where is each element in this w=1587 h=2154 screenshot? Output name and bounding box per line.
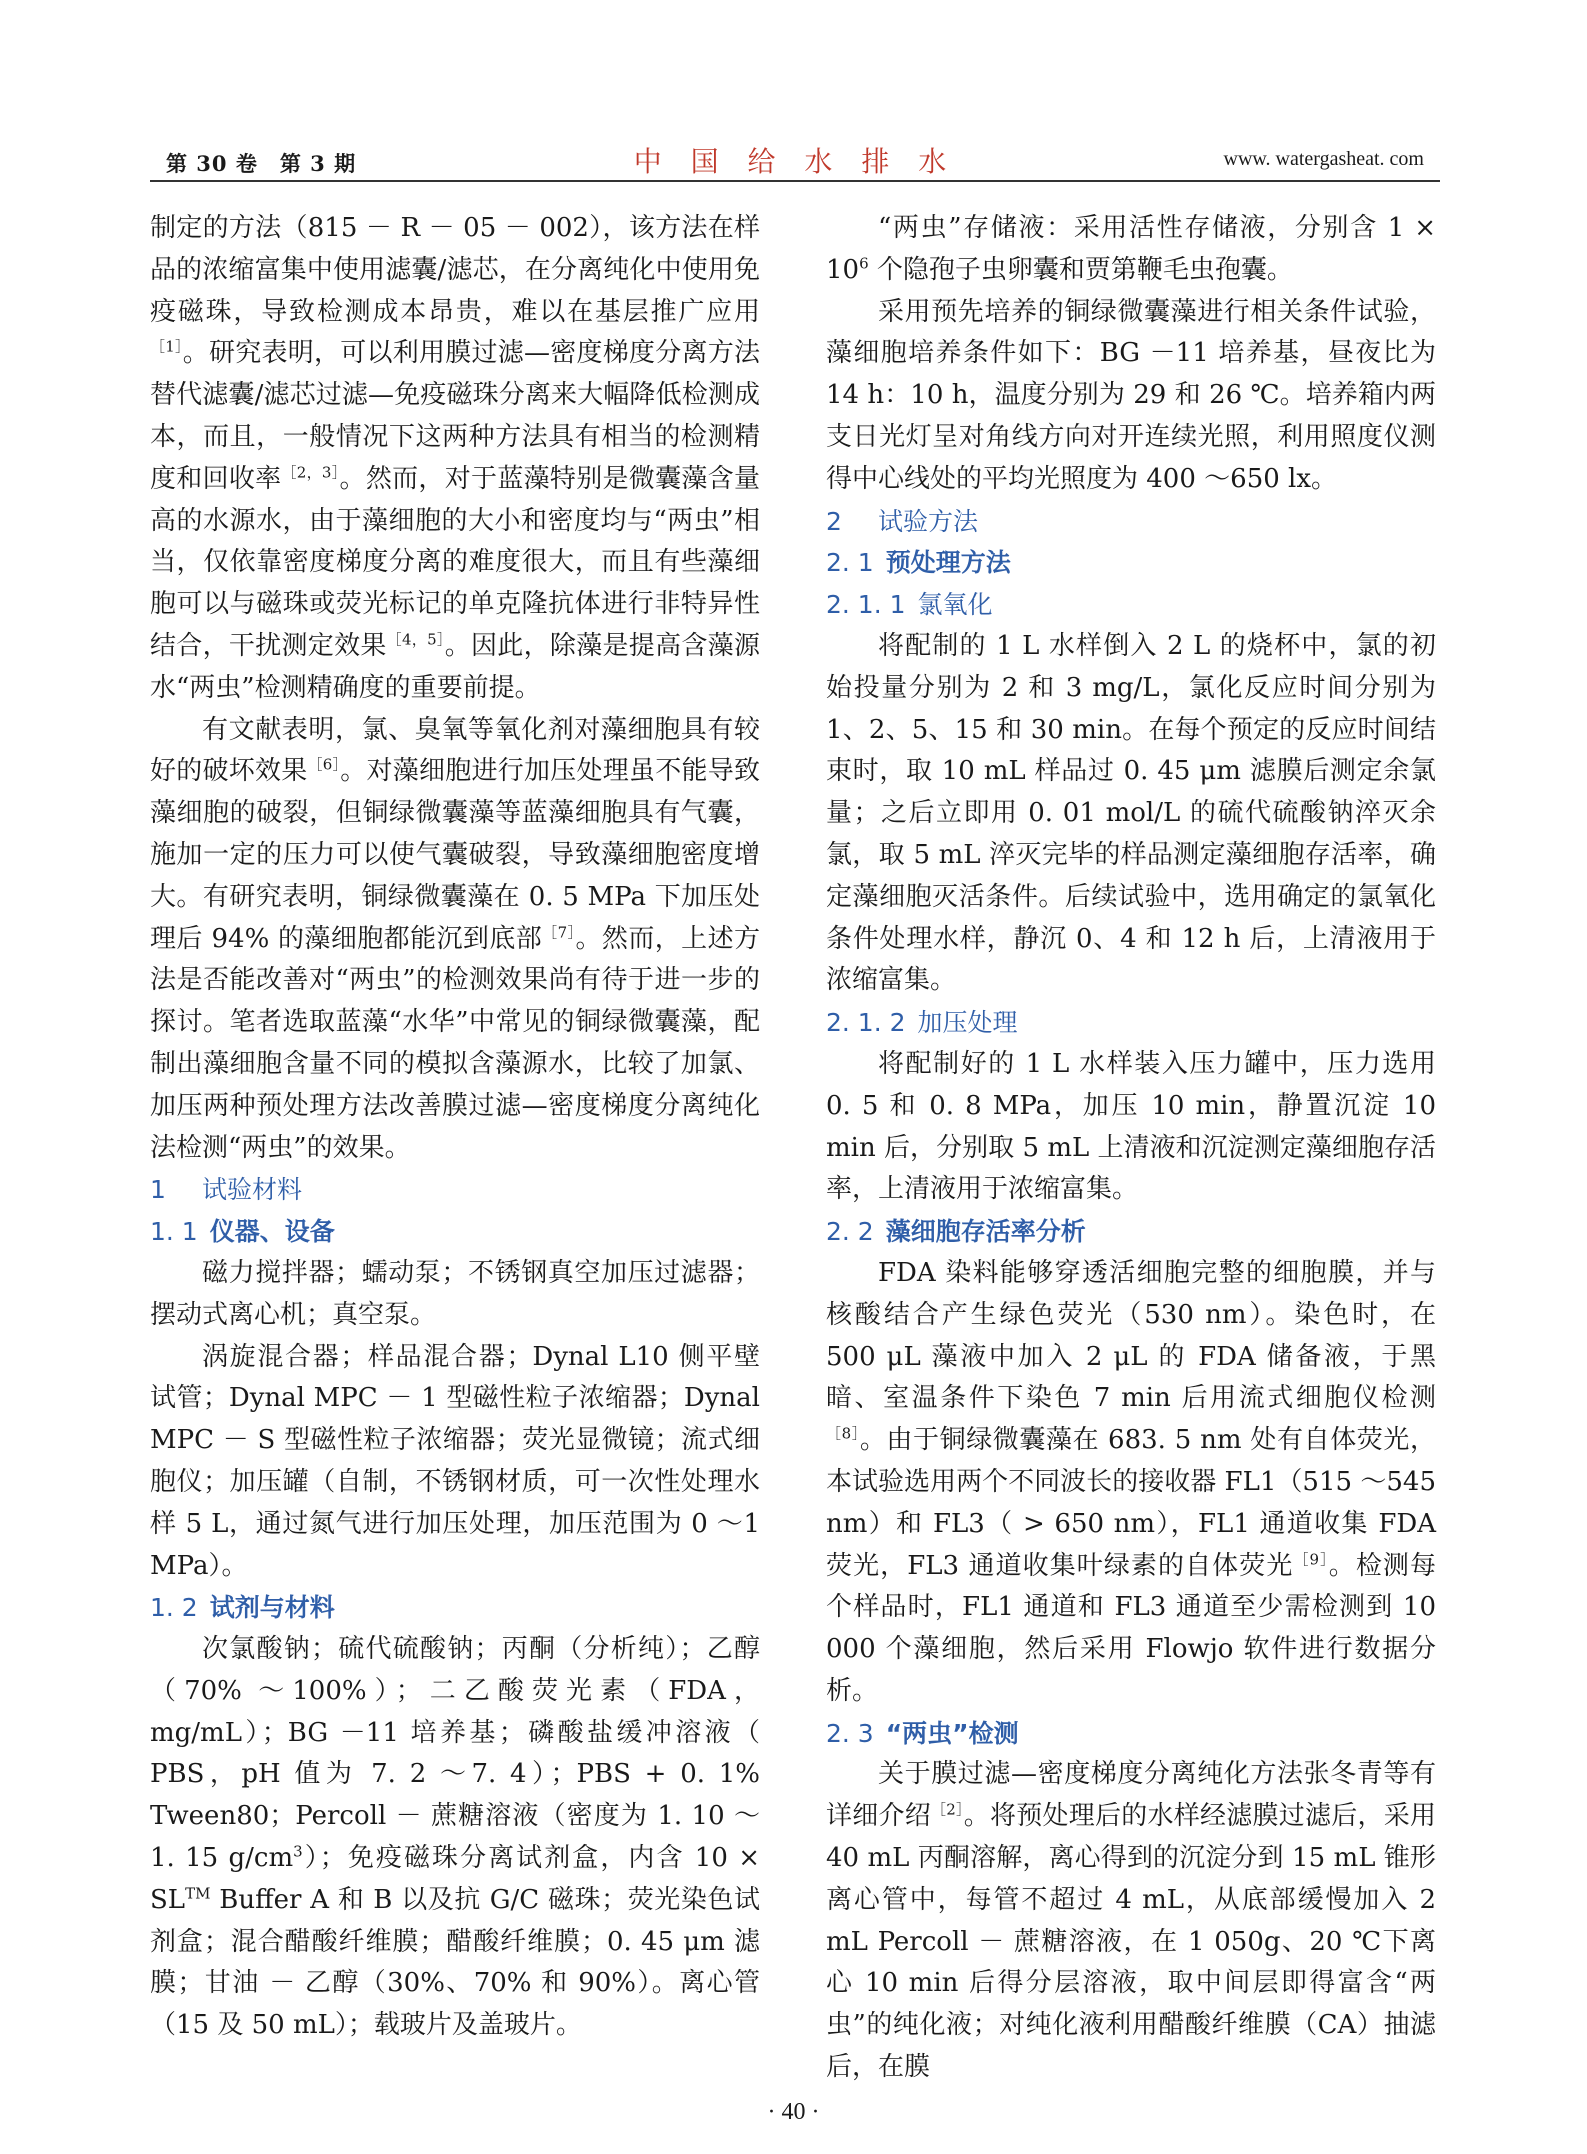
paragraph: 将配制好的 1 L 水样装入压力罐中，压力选用 0. 5 和 0. 8 MPa，加压 10 min，静置沉淀 10 min 后，分别取 5 mL 上清液和沉淀测定藻细胞存活率，上清液用于浓缩富集。 [826, 1048, 1436, 1205]
journal-website: www. watergasheat. com [1223, 148, 1424, 170]
subsection-heading: 2. 2 藻细胞存活率分析 [826, 1217, 1086, 1247]
subsubsection-heading: 2. 1. 1 氯氧化 [826, 590, 993, 620]
paragraph: 制定的方法（815 － R － 05 － 002），该方法在样品的浓缩富集中使用滤囊/滤芯，在分离纯化中使用免疫磁珠，导致检测成本昂贵，难以在基层推广应用$^{[1]}$。研究表明，可以利用膜过滤—密度梯度分离方法替代滤囊/滤芯过滤—免疫磁珠分离来大幅降低检测成本，而且，一般情况下这两种方法具有相当的检测精度和回收率$^{[2,3]}$。然而，对于蓝藻特别是微囊藻含量高的水源水，由于藻细胞的大小和密度均与“两虫”相当，仅依靠密度梯度分离的难度很大，而且有些藻细胞可以与磁珠或荧光标记的单克隆抗体进行非特异性结合，干扰测定效果$^{[4,5]}$。因此，除藻是提高含藻源水“两虫”检测精确度的重要前提。 [150, 213, 760, 703]
subsection-heading: 1. 2 试剂与材料 [150, 1593, 335, 1623]
subsection-heading: 2. 1 预处理方法 [826, 548, 1011, 578]
section-heading: 1 试验材料 [150, 1175, 303, 1205]
paragraph: FDA 染料能够穿透活细胞完整的细胞膜，并与核酸结合产生绿色荧光（530 nm）。染色时，在 500 μL 藻液中加入 2 μL 的 FDA 储备液，于黑暗、室温条件下染色 7 min 后用流式细胞仪检测$^{[8]}$。由于铜绿微囊藻在 683. 5 nm 处有自体荧光，本试验选用两个不同波长的接收器 FL1（515 ～545 nm）和 FL3（ > 650 nm），FL1 通道收集 FDA 荧光，FL3 通道收集叶绿素的自体荧光$^{[9]}$。检测每个样品时，FL1 通道和 FL3 通道至少需检测到 10 000 个藻细胞，然后采用 Flowjo 软件进行数据分析。 [826, 1257, 1436, 1706]
paragraph: 关于膜过滤—密度梯度分离纯化方法张冬青等有详细介绍$^{[2]}$。将预处理后的水样经滤膜过滤后，采用 40 mL 丙酮溶解，离心得到的沉淀分到 15 mL 锥形离心管中，每管不超过 4 mL，从底部缓慢加入 2 mL Percoll － 蔗糖溶液，在 1 050g、20 ℃下离心 10 min 后得分层溶液，取中间层即得富含“两虫”的纯化液；对纯化液利用醋酸纤维膜（CA）抽滤后，在膜 [826, 1759, 1436, 2083]
paragraph: 有文献表明，氯、臭氧等氧化剂对藻细胞具有较好的破坏效果$^{[6]}$。对藻细胞进行加压处理虽不能导致藻细胞的破裂，但铜绿微囊藻等蓝藻细胞具有气囊，施加一定的压力可以使气囊破裂，导致藻细胞密度增大。有研究表明，铜绿微囊藻在 0. 5 MPa 下加压处理后 94% 的藻细胞都能沉到底部$^{[7]}$。然而，上述方法是否能改善对“两虫”的检测效果尚有待于进一步的探讨。笔者选取蓝藻“水华”中常见的铜绿微囊藻，配制出藻细胞含量不同的模拟含藻源水，比较了加氯、加压两种预处理方法改善膜过滤—密度梯度分离纯化法检测“两虫”的效果。 [150, 714, 760, 1163]
header-rule [150, 180, 1440, 182]
citation: ［9］ [1293, 1549, 1329, 1568]
citation: ［6］ [307, 755, 341, 774]
left-column [150, 208, 760, 2047]
subsection-heading: 2. 3 “两虫”检测 [826, 1718, 1019, 1748]
paragraph: 次氯酸钠；硫代硫酸钠；丙酮（分析纯）；乙醇（70% ～100%）；二乙酸荧光素（FDA，mg/mL）；BG －11 培养基；磷酸盐缓冲溶液（ PBS，pH 值为 7. 2 ～7. 4）；PBS + 0. 1% Tween80；Percoll － 蔗糖溶液（密度为 1. 10 ～1. 15 $g/cm^3$）；免疫磁珠分离试剂盒，内含 10 × SL™ Buffer A 和 B 以及抗 G/C 磁珠；荧光染色试剂盒；混合醋酸纤维膜；醋酸纤维膜；0. 45 μm 滤膜；甘油 － 乙醇（30%、70% 和 90%）。离心管（15 及 50 mL）；载玻片及盖玻片。 [150, 1634, 760, 2041]
citation: ［1］ [150, 337, 183, 356]
citation: ［4，5］ [386, 630, 445, 649]
page-number: · 40 · [767, 2099, 820, 2125]
paragraph: “两虫”存储液：采用活性存储液，分别含 $1 \times 10^6$ 个隐孢子虫卵囊和贾第鞭毛虫孢囊。 [826, 213, 1436, 285]
paragraph: 涡旋混合器；样品混合器；Dynal L10 侧平壁试管；Dynal MPC － 1 型磁性粒子浓缩器；Dynal MPC － S 型磁性粒子浓缩器；荧光显微镜；流式细胞仪；加压罐（自制，不锈钢材质，可一次性处理水样 5 L，通过氮气进行加压处理，加压范围为 0 ～1 MPa）。 [150, 1341, 760, 1581]
paragraph: 采用预先培养的铜绿微囊藻进行相关条件试验，藻细胞培养条件如下：BG －11 培养基，昼夜比为 14 h：10 h，温度分别为 29 和 26 ℃。培养箱内两支日光灯呈对角线方向对开连续光照，利用照度仪测得中心线处的平均光照度为 400 ～650 lx。 [826, 296, 1436, 494]
citation: ［2］ [931, 1800, 964, 1819]
citation: ［7］ [542, 922, 576, 941]
citation: ［2，3］ [281, 463, 340, 482]
subsection-heading: 1. 1 仪器、设备 [150, 1217, 335, 1247]
right-column [826, 208, 1436, 2089]
running-header [150, 140, 1440, 184]
volume-issue: 第 30 卷 第 3 期 [166, 151, 357, 176]
journal-title: 中 国 给 水 排 水 [633, 145, 957, 178]
section-heading: 2 试验方法 [826, 506, 979, 536]
paragraph: 将配制的 1 L 水样倒入 2 L 的烧杯中，氯的初始投量分别为 2 和 3 mg/L，氯化反应时间分别为 1、2、5、15 和 30 min。在每个预定的反应时间结束时，取 10 mL 样品过 0. 45 μm 滤膜后测定余氯量；之后立即用 0. 01 mol/L 的硫代硫酸钠淬灭余氯，取 5 mL 淬灭完毕的样品测定藻细胞存活率，确定藻细胞灭活条件。后续试验中，选用确定的氯氧化条件处理水样，静沉 0、4 和 12 h 后，上清液用于浓缩富集。 [826, 630, 1436, 996]
subsubsection-heading: 2. 1. 2 加压处理 [826, 1008, 1018, 1038]
citation: ［8］ [826, 1424, 860, 1443]
paragraph: 磁力搅拌器；蠕动泵；不锈钢真空加压过滤器；摆动式离心机；真空泵。 [150, 1257, 760, 1330]
